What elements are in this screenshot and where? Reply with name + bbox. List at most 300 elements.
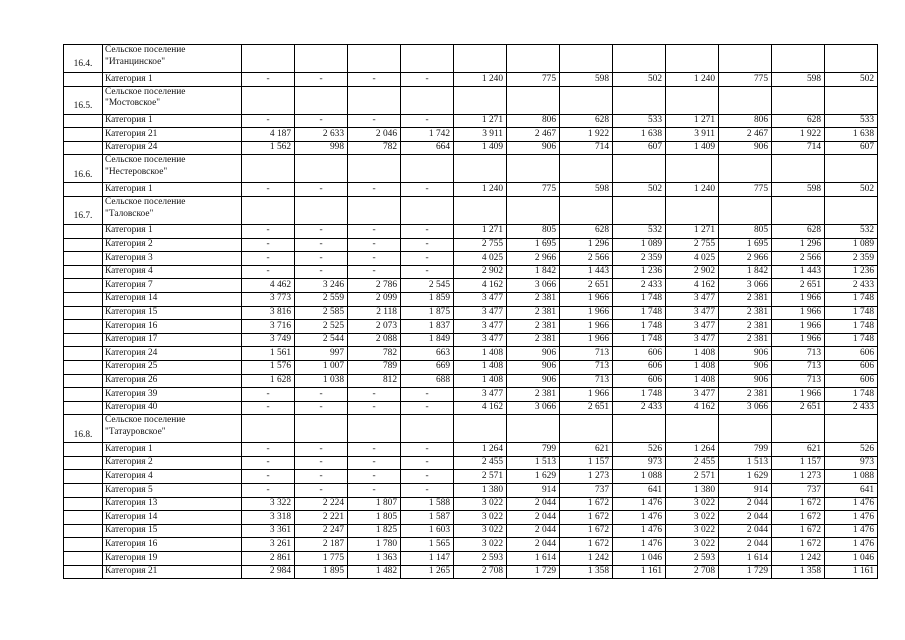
value-cell: 2 381 <box>507 306 560 320</box>
value-cell: 2 433 <box>613 401 666 415</box>
value-cell: 3 477 <box>454 388 507 402</box>
value-cell: 533 <box>613 114 666 128</box>
value-cell: 1 409 <box>454 141 507 155</box>
value-cell: 1 273 <box>772 470 825 484</box>
value-cell: 3 066 <box>719 401 772 415</box>
value-cell: 2 044 <box>719 538 772 552</box>
value-cell: 2 544 <box>295 333 348 347</box>
value-cell: 1 672 <box>560 538 613 552</box>
category-label: Категория 39 <box>103 388 242 402</box>
value-cell: 606 <box>825 360 878 374</box>
value-cell: 1 966 <box>560 292 613 306</box>
empty-code-cell <box>64 333 103 347</box>
value-cell: 1 157 <box>772 456 825 470</box>
value-cell: 1 476 <box>613 511 666 525</box>
value-cell: 2 708 <box>666 565 719 579</box>
value-cell: 532 <box>613 224 666 238</box>
category-label: Категория 2 <box>103 456 242 470</box>
value-cell: 2 966 <box>719 252 772 266</box>
empty-cell <box>719 415 772 443</box>
value-cell: 1 443 <box>560 265 613 279</box>
category-label: Категория 15 <box>103 306 242 320</box>
value-cell: 1 614 <box>507 552 560 566</box>
value-cell: 1 046 <box>613 552 666 566</box>
value-cell: 3 318 <box>242 511 295 525</box>
empty-code-cell <box>64 224 103 238</box>
value-cell: 3 477 <box>454 320 507 334</box>
settlement-name-line: Сельское поселение <box>105 86 186 97</box>
value-cell: 1 805 <box>348 511 401 525</box>
value-cell: 713 <box>772 347 825 361</box>
value-cell: 1 672 <box>772 524 825 538</box>
table-row <box>64 333 878 347</box>
empty-cell <box>825 45 878 73</box>
table-row <box>64 252 878 266</box>
value-cell: 805 <box>507 224 560 238</box>
settlement-name <box>103 86 242 114</box>
value-cell: 3 022 <box>454 524 507 538</box>
value-cell: 3 246 <box>295 279 348 293</box>
value-cell: 775 <box>507 73 560 87</box>
value-cell: - <box>242 73 295 87</box>
value-cell: 1 271 <box>666 224 719 238</box>
value-cell: - <box>348 484 401 498</box>
value-cell: 2 467 <box>507 128 560 142</box>
value-cell: - <box>401 443 454 457</box>
section-code: 16.8. <box>64 415 103 443</box>
value-cell: 1 825 <box>348 524 401 538</box>
value-cell: 3 022 <box>666 511 719 525</box>
value-cell: 1 476 <box>825 511 878 525</box>
value-cell: 1 046 <box>825 552 878 566</box>
value-cell: 1 513 <box>719 456 772 470</box>
section-code: 16.6. <box>64 155 103 183</box>
empty-cell <box>454 196 507 224</box>
value-cell: 1 482 <box>348 565 401 579</box>
empty-cell <box>507 86 560 114</box>
value-cell: 812 <box>348 374 401 388</box>
value-cell: 1 895 <box>295 565 348 579</box>
value-cell: 775 <box>507 183 560 197</box>
category-label: Категория 19 <box>103 552 242 566</box>
section-code: 16.4. <box>64 45 103 73</box>
empty-code-cell <box>64 73 103 87</box>
value-cell: 628 <box>772 114 825 128</box>
value-cell: 2 118 <box>348 306 401 320</box>
category-label: Категория 40 <box>103 401 242 415</box>
category-label: Категория 14 <box>103 511 242 525</box>
category-label: Категория 21 <box>103 128 242 142</box>
empty-cell <box>613 415 666 443</box>
value-cell: 1 780 <box>348 538 401 552</box>
value-cell: - <box>295 401 348 415</box>
value-cell: 2 861 <box>242 552 295 566</box>
value-cell: 3 716 <box>242 320 295 334</box>
value-cell: 1 748 <box>613 333 666 347</box>
table-row <box>64 224 878 238</box>
value-cell: 2 359 <box>825 252 878 266</box>
value-cell: 1 875 <box>401 306 454 320</box>
value-cell: 1 614 <box>719 552 772 566</box>
empty-cell <box>507 415 560 443</box>
settlement-name-line: Сельское поселение <box>105 196 186 207</box>
value-cell: 2 088 <box>348 333 401 347</box>
value-cell: 1 672 <box>560 524 613 538</box>
value-cell: 1 695 <box>507 238 560 252</box>
value-cell: 1 672 <box>560 497 613 511</box>
value-cell: 1 409 <box>666 141 719 155</box>
value-cell: 606 <box>825 374 878 388</box>
value-cell: 2 044 <box>719 524 772 538</box>
value-cell: 3 261 <box>242 538 295 552</box>
empty-cell <box>242 45 295 73</box>
empty-cell <box>401 196 454 224</box>
settlement-name-line: Сельское поселение <box>105 155 186 166</box>
value-cell: 1 729 <box>719 565 772 579</box>
empty-code-cell <box>64 265 103 279</box>
value-cell: 606 <box>825 347 878 361</box>
value-cell: 2 585 <box>295 306 348 320</box>
value-cell: 2 593 <box>666 552 719 566</box>
value-cell: 713 <box>560 347 613 361</box>
settlement-name-line: "Итанцинское" <box>105 56 166 67</box>
value-cell: 1 922 <box>560 128 613 142</box>
value-cell: 2 708 <box>454 565 507 579</box>
value-cell: 4 187 <box>242 128 295 142</box>
empty-cell <box>772 86 825 114</box>
value-cell: 1 408 <box>454 360 507 374</box>
empty-cell <box>507 45 560 73</box>
value-cell: 1 748 <box>613 320 666 334</box>
value-cell: 1 748 <box>613 388 666 402</box>
value-cell: 1 748 <box>613 306 666 320</box>
value-cell: 3 361 <box>242 524 295 538</box>
value-cell: 641 <box>613 484 666 498</box>
empty-cell <box>772 415 825 443</box>
value-cell: 906 <box>719 360 772 374</box>
value-cell: - <box>295 224 348 238</box>
value-cell: 3 022 <box>454 511 507 525</box>
table-row <box>64 401 878 415</box>
category-label: Категория 21 <box>103 565 242 579</box>
value-cell: 2 651 <box>560 401 613 415</box>
settlement-name <box>103 196 242 224</box>
empty-cell <box>242 415 295 443</box>
value-cell: 806 <box>719 114 772 128</box>
value-cell: 3 066 <box>507 401 560 415</box>
value-cell: 2 381 <box>719 320 772 334</box>
empty-cell <box>242 86 295 114</box>
value-cell: - <box>348 238 401 252</box>
settlement-header-row <box>64 45 878 73</box>
category-label: Категория 25 <box>103 360 242 374</box>
category-label: Категория 5 <box>103 484 242 498</box>
empty-cell <box>613 45 666 73</box>
value-cell: 1 859 <box>401 292 454 306</box>
value-cell: 1 296 <box>772 238 825 252</box>
value-cell: 1 380 <box>454 484 507 498</box>
table-row <box>64 114 878 128</box>
empty-cell <box>772 45 825 73</box>
empty-code-cell <box>64 114 103 128</box>
category-label: Категория 3 <box>103 252 242 266</box>
value-cell: 3 477 <box>454 306 507 320</box>
value-cell: 621 <box>560 443 613 457</box>
value-cell: 1 264 <box>666 443 719 457</box>
value-cell: 1 966 <box>772 388 825 402</box>
empty-cell <box>719 45 772 73</box>
value-cell: 1 358 <box>772 565 825 579</box>
value-cell: 1 588 <box>401 497 454 511</box>
value-cell: 1 638 <box>825 128 878 142</box>
value-cell: 3 477 <box>666 333 719 347</box>
table-row <box>64 141 878 155</box>
value-cell: - <box>348 73 401 87</box>
empty-cell <box>242 155 295 183</box>
empty-cell <box>295 196 348 224</box>
category-label: Категория 16 <box>103 538 242 552</box>
value-cell: 2 381 <box>719 388 772 402</box>
value-cell: 1 408 <box>666 374 719 388</box>
empty-cell <box>560 86 613 114</box>
value-cell: 1 358 <box>560 565 613 579</box>
value-cell: 1 007 <box>295 360 348 374</box>
empty-cell <box>666 155 719 183</box>
empty-cell <box>348 196 401 224</box>
settlement-header-row <box>64 415 878 443</box>
table-row <box>64 484 878 498</box>
category-label: Категория 14 <box>103 292 242 306</box>
table-row <box>64 470 878 484</box>
category-label: Категория 13 <box>103 497 242 511</box>
value-cell: - <box>242 443 295 457</box>
value-cell: 3 911 <box>454 128 507 142</box>
value-cell: 2 455 <box>454 456 507 470</box>
value-cell: 2 984 <box>242 565 295 579</box>
value-cell: 641 <box>825 484 878 498</box>
value-cell: 1 966 <box>772 306 825 320</box>
empty-cell <box>666 196 719 224</box>
table-row <box>64 128 878 142</box>
value-cell: 782 <box>348 347 401 361</box>
value-cell: 1 849 <box>401 333 454 347</box>
category-label: Категория 1 <box>103 73 242 87</box>
table-row <box>64 279 878 293</box>
value-cell: - <box>348 401 401 415</box>
settlement-name <box>103 415 242 443</box>
value-cell: 1 161 <box>825 565 878 579</box>
value-cell: 2 044 <box>507 497 560 511</box>
value-cell: 713 <box>560 360 613 374</box>
empty-cell <box>454 86 507 114</box>
value-cell: 782 <box>348 141 401 155</box>
value-cell: 2 651 <box>772 401 825 415</box>
table-row <box>64 320 878 334</box>
value-cell: 2 525 <box>295 320 348 334</box>
value-cell: 2 433 <box>613 279 666 293</box>
value-cell: - <box>401 73 454 87</box>
empty-cell <box>454 45 507 73</box>
value-cell: 3 477 <box>666 306 719 320</box>
value-cell: 1 672 <box>772 497 825 511</box>
value-cell: 502 <box>613 183 666 197</box>
value-cell: 775 <box>719 183 772 197</box>
empty-code-cell <box>64 401 103 415</box>
value-cell: - <box>401 114 454 128</box>
value-cell: 2 044 <box>719 511 772 525</box>
settlement-name-line: "Таловское" <box>105 208 154 219</box>
value-cell: 2 044 <box>719 497 772 511</box>
value-cell: - <box>348 443 401 457</box>
empty-code-cell <box>64 443 103 457</box>
value-cell: - <box>401 252 454 266</box>
value-cell: 1 264 <box>454 443 507 457</box>
value-cell: 598 <box>560 73 613 87</box>
table-row <box>64 360 878 374</box>
value-cell: - <box>242 484 295 498</box>
category-label: Категория 16 <box>103 320 242 334</box>
value-cell: 1 628 <box>242 374 295 388</box>
value-cell: 1 476 <box>613 524 666 538</box>
category-label: Категория 26 <box>103 374 242 388</box>
value-cell: 1 089 <box>825 238 878 252</box>
value-cell: - <box>242 401 295 415</box>
empty-cell <box>825 86 878 114</box>
value-cell: 606 <box>613 360 666 374</box>
empty-cell <box>348 45 401 73</box>
value-cell: 1 476 <box>825 524 878 538</box>
value-cell: - <box>401 456 454 470</box>
table-row <box>64 306 878 320</box>
empty-code-cell <box>64 565 103 579</box>
empty-cell <box>613 196 666 224</box>
value-cell: 1 476 <box>825 497 878 511</box>
value-cell: 1 775 <box>295 552 348 566</box>
empty-cell <box>295 45 348 73</box>
value-cell: 906 <box>719 374 772 388</box>
value-cell: 2 381 <box>719 333 772 347</box>
empty-code-cell <box>64 320 103 334</box>
value-cell: 663 <box>401 347 454 361</box>
value-cell: 1 380 <box>666 484 719 498</box>
value-cell: 502 <box>825 73 878 87</box>
settlement-name <box>103 45 242 73</box>
value-cell: - <box>348 114 401 128</box>
table-row <box>64 238 878 252</box>
value-cell: 2 651 <box>772 279 825 293</box>
value-cell: 799 <box>507 443 560 457</box>
category-label: Категория 15 <box>103 524 242 538</box>
value-cell: 2 187 <box>295 538 348 552</box>
value-cell: 1 672 <box>772 511 825 525</box>
value-cell: - <box>242 224 295 238</box>
value-cell: 598 <box>772 73 825 87</box>
value-cell: 1 038 <box>295 374 348 388</box>
value-cell: - <box>348 388 401 402</box>
value-cell: 3 022 <box>666 524 719 538</box>
value-cell: 607 <box>825 141 878 155</box>
value-cell: 3 477 <box>454 333 507 347</box>
value-cell: 2 433 <box>825 401 878 415</box>
value-cell: 806 <box>507 114 560 128</box>
empty-cell <box>295 86 348 114</box>
value-cell: - <box>242 183 295 197</box>
table-row <box>64 443 878 457</box>
empty-code-cell <box>64 306 103 320</box>
value-cell: - <box>401 224 454 238</box>
value-cell: 3 773 <box>242 292 295 306</box>
empty-code-cell <box>64 347 103 361</box>
value-cell: 2 381 <box>507 292 560 306</box>
value-cell: 1 966 <box>560 333 613 347</box>
empty-cell <box>242 196 295 224</box>
value-cell: 714 <box>772 141 825 155</box>
value-cell: 2 545 <box>401 279 454 293</box>
empty-code-cell <box>64 388 103 402</box>
value-cell: 1 672 <box>560 511 613 525</box>
value-cell: - <box>401 238 454 252</box>
value-cell: 1 236 <box>825 265 878 279</box>
value-cell: 1 408 <box>666 347 719 361</box>
value-cell: 2 651 <box>560 279 613 293</box>
empty-cell <box>295 155 348 183</box>
table-row <box>64 292 878 306</box>
empty-code-cell <box>64 183 103 197</box>
value-cell: 1 562 <box>242 141 295 155</box>
value-cell: 1 966 <box>560 320 613 334</box>
value-cell: 3 477 <box>454 292 507 306</box>
value-cell: 1 842 <box>507 265 560 279</box>
value-cell: 997 <box>295 347 348 361</box>
value-cell: 1 271 <box>454 114 507 128</box>
value-cell: - <box>295 183 348 197</box>
value-cell: 4 162 <box>666 279 719 293</box>
settlement-name-line: Сельское поселение <box>105 415 186 426</box>
value-cell: - <box>242 388 295 402</box>
value-cell: 1 807 <box>348 497 401 511</box>
value-cell: 1 089 <box>613 238 666 252</box>
value-cell: - <box>348 252 401 266</box>
empty-code-cell <box>64 484 103 498</box>
value-cell: 606 <box>613 347 666 361</box>
value-cell: 2 902 <box>454 265 507 279</box>
empty-cell <box>666 86 719 114</box>
value-cell: 1 729 <box>507 565 560 579</box>
value-cell: 906 <box>719 141 772 155</box>
value-cell: 4 025 <box>454 252 507 266</box>
value-cell: 598 <box>560 183 613 197</box>
value-cell: - <box>295 73 348 87</box>
value-cell: 532 <box>825 224 878 238</box>
value-cell: 606 <box>613 374 666 388</box>
value-cell: 1 408 <box>666 360 719 374</box>
empty-cell <box>454 415 507 443</box>
empty-code-cell <box>64 238 103 252</box>
value-cell: 1 922 <box>772 128 825 142</box>
value-cell: 1 748 <box>613 292 666 306</box>
value-cell: - <box>295 265 348 279</box>
value-cell: 502 <box>825 183 878 197</box>
empty-code-cell <box>64 141 103 155</box>
value-cell: 1 748 <box>825 292 878 306</box>
value-cell: 1 271 <box>666 114 719 128</box>
value-cell: 1 629 <box>719 470 772 484</box>
value-cell: 1 240 <box>454 183 507 197</box>
empty-cell <box>560 45 613 73</box>
value-cell: 1 236 <box>613 265 666 279</box>
value-cell: 1 603 <box>401 524 454 538</box>
value-cell: - <box>401 484 454 498</box>
